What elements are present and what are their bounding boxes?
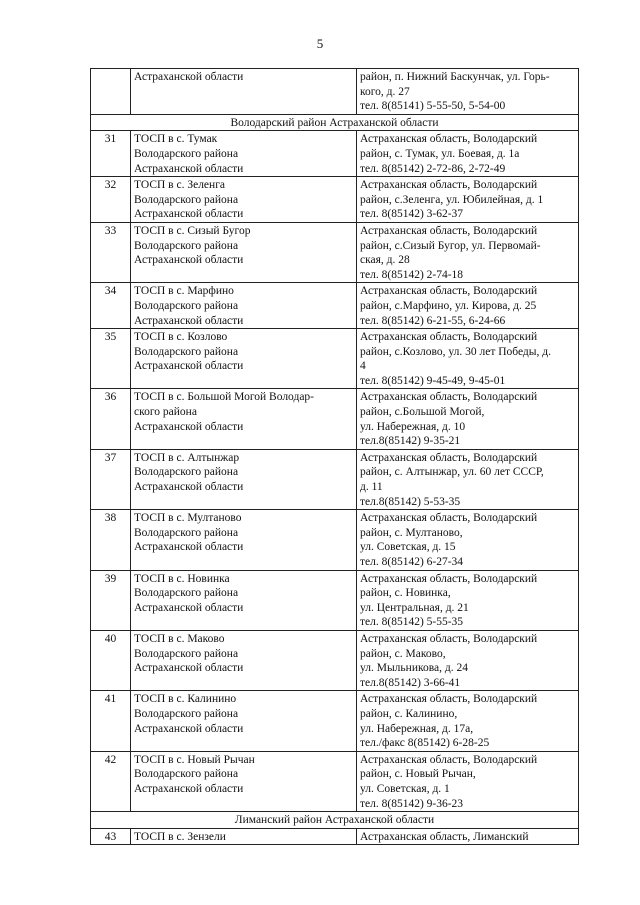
office-name: ТОСП в с. Зеленга Володарского района Астраханской области bbox=[131, 177, 357, 223]
row-number: 38 bbox=[91, 510, 131, 570]
offices-table-body bbox=[91, 69, 579, 845]
row-number: 33 bbox=[91, 222, 131, 282]
office-address: Астраханская область, Володарский район, с. Алтынжар, ул. 60 лет СССР, д. 11 тел.8(85142) 5-53-35 bbox=[357, 449, 579, 509]
office-name: ТОСП в с. Мултаново Володарского района Астраханской области bbox=[131, 510, 357, 570]
row-number: 40 bbox=[91, 630, 131, 690]
table-row bbox=[91, 222, 579, 282]
office-address: Астраханская область, Володарский район, с. Тумак, ул. Боевая, д. 1а тел. 8(85142) 2-72-86, 2-72-49 bbox=[357, 131, 579, 177]
office-address: Астраханская область, Володарский район, с. Калинино, ул. Набережная, д. 17а, тел./факс 8(85142) 6-28-25 bbox=[357, 691, 579, 751]
offices-table bbox=[90, 68, 579, 845]
office-address: Астраханская область, Володарский район, с.Марфино, ул. Кирова, д. 25 тел. 8(85142) 6-21-55, 6-24-66 bbox=[357, 283, 579, 329]
office-address: район, п. Нижний Баскунчак, ул. Горь- кого, д. 27 тел. 8(85141) 5-55-50, 5-54-00 bbox=[357, 69, 579, 115]
office-name: ТОСП в с. Козлово Володарского района Астраханской области bbox=[131, 329, 357, 389]
table-row bbox=[91, 177, 579, 223]
row-number: 36 bbox=[91, 389, 131, 449]
district-title: Лиманский район Астраханской области bbox=[91, 812, 579, 829]
office-name: Астраханской области bbox=[131, 69, 357, 115]
office-address: Астраханская область, Володарский район, с. Маково, ул. Мыльникова, д. 24 тел.8(85142) 3-66-41 bbox=[357, 630, 579, 690]
table-row bbox=[91, 283, 579, 329]
office-address: Астраханская область, Володарский район, с.Козлово, ул. 30 лет Победы, д. 4 тел. 8(85142) 9-45-49, 9-45-01 bbox=[357, 329, 579, 389]
page-number: 5 bbox=[316, 36, 324, 51]
row-number: 42 bbox=[91, 751, 131, 811]
row-number bbox=[91, 69, 131, 115]
district-header-row bbox=[91, 812, 579, 829]
office-name: ТОСП в с. Зензели bbox=[131, 828, 357, 845]
row-number: 43 bbox=[91, 828, 131, 845]
table-row bbox=[91, 389, 579, 449]
office-name: ТОСП в с. Маково Володарского района Астраханской области bbox=[131, 630, 357, 690]
row-number: 31 bbox=[91, 131, 131, 177]
office-address: Астраханская область, Володарский район, с.Зеленга, ул. Юбилейная, д. 1 тел. 8(85142) 3-62-37 bbox=[357, 177, 579, 223]
office-address: Астраханская область, Володарский район, с.Сизый Бугор, ул. Первомай- ская, д. 28 тел. 8(85142) 2-74-18 bbox=[357, 222, 579, 282]
office-address: Астраханская область, Володарский район, с. Новый Рычан, ул. Советская, д. 1 тел. 8(85142) 9-36-23 bbox=[357, 751, 579, 811]
office-name: ТОСП в с. Алтынжар Володарского района Астраханской области bbox=[131, 449, 357, 509]
row-number: 32 bbox=[91, 177, 131, 223]
office-name: ТОСП в с. Калинино Володарского района Астраханской области bbox=[131, 691, 357, 751]
district-title: Володарский район Астраханской области bbox=[91, 114, 579, 131]
table-row bbox=[91, 131, 579, 177]
office-address: Астраханская область, Володарский район, с. Мултаново, ул. Советская, д. 15 тел. 8(85142) 6-27-34 bbox=[357, 510, 579, 570]
office-name: ТОСП в с. Тумак Володарского района Астраханской области bbox=[131, 131, 357, 177]
table-row bbox=[91, 570, 579, 630]
table-row bbox=[91, 751, 579, 811]
row-number: 39 bbox=[91, 570, 131, 630]
office-name: ТОСП в с. Новый Рычан Володарского района Астраханской области bbox=[131, 751, 357, 811]
table-row bbox=[91, 69, 579, 115]
table-row bbox=[91, 329, 579, 389]
table-row bbox=[91, 691, 579, 751]
office-name: ТОСП в с. Большой Могой Володар- ского района Астраханской области bbox=[131, 389, 357, 449]
office-address: Астраханская область, Лиманский bbox=[357, 828, 579, 845]
office-name: ТОСП в с. Марфино Володарского района Астраханской области bbox=[131, 283, 357, 329]
office-address: Астраханская область, Володарский район, с.Большой Могой, ул. Набережная, д. 10 тел.8(85142) 9-35-21 bbox=[357, 389, 579, 449]
office-address: Астраханская область, Володарский район, с. Новинка, ул. Центральная, д. 21 тел. 8(85142) 5-55-35 bbox=[357, 570, 579, 630]
row-number: 35 bbox=[91, 329, 131, 389]
table-row bbox=[91, 449, 579, 509]
district-header-row bbox=[91, 114, 579, 131]
row-number: 41 bbox=[91, 691, 131, 751]
row-number: 37 bbox=[91, 449, 131, 509]
row-number: 34 bbox=[91, 283, 131, 329]
office-name: ТОСП в с. Новинка Володарского района Астраханской области bbox=[131, 570, 357, 630]
table-row bbox=[91, 828, 579, 845]
table-row bbox=[91, 630, 579, 690]
table-row bbox=[91, 510, 579, 570]
office-name: ТОСП в с. Сизый Бугор Володарского района Астраханской области bbox=[131, 222, 357, 282]
